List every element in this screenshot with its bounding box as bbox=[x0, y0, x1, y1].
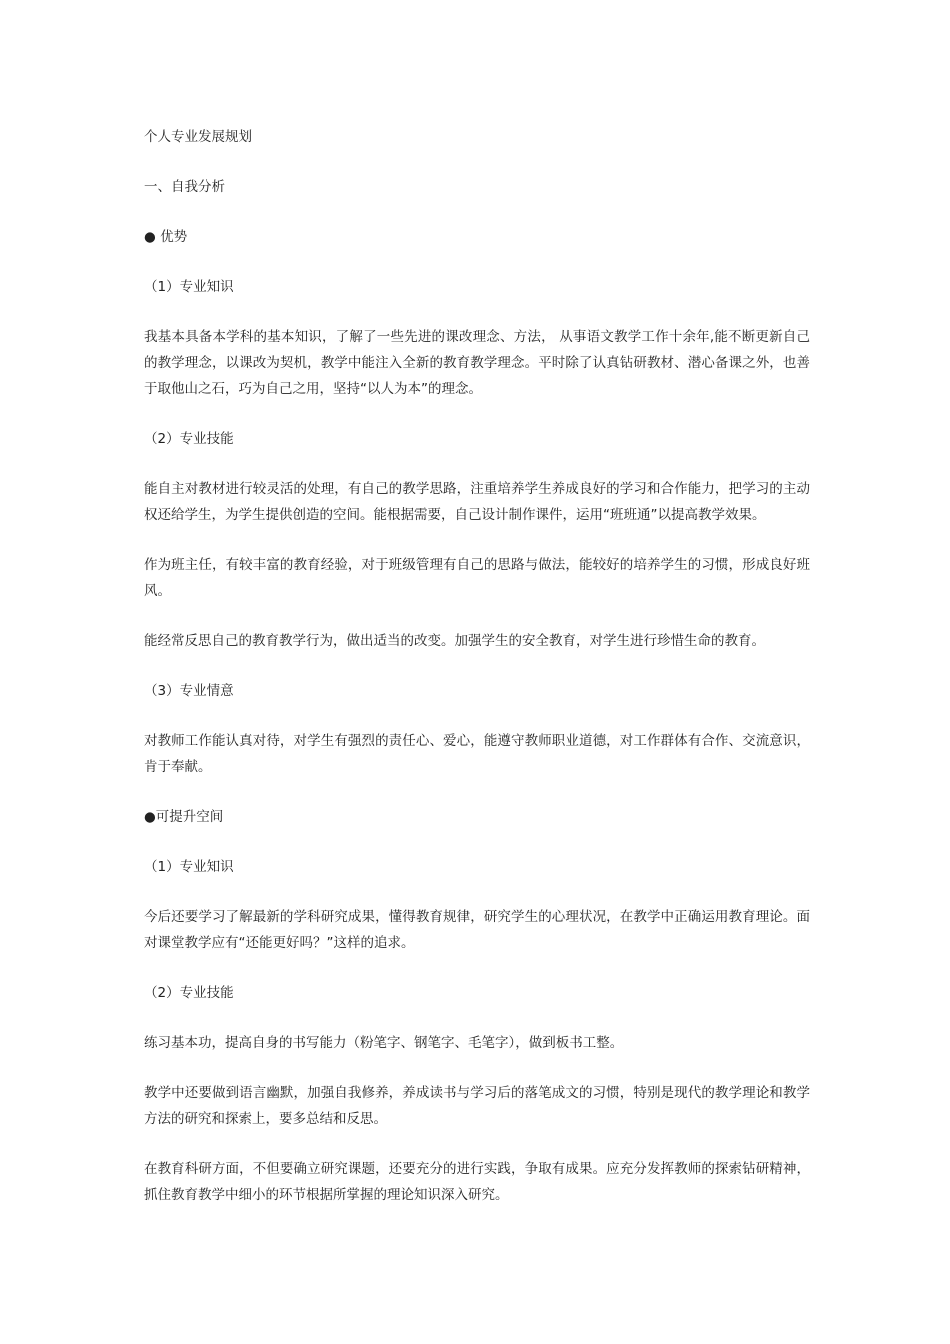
paragraph-emotion: 对教师工作能认真对待，对学生有强烈的责任心、爱心，能遵守教师职业道德，对工作群体有合作、交流意识，肯于奉献。 bbox=[144, 733, 810, 775]
paragraph-skills-1: 能自主对教材进行较灵活的处理，有自己的教学思路，注重培养学生养成良好的学习和合作能力，把学习的主动权还给学生，为学生提供创造的空间。能根据需要，自己设计制作课件，运用“班班通”以提高教学效果。 bbox=[144, 481, 810, 523]
subheading-strengths: ● 优势 bbox=[144, 229, 188, 245]
paragraph-skills-improve-3: 在教育科研方面，不但要确立研究课题，还要充分的进行实践，争取有成果。应充分发挥教师的探索钻研精神，抓住教育教学中细小的环节根据所掌握的理论知识深入研究。 bbox=[144, 1161, 810, 1203]
item-heading-skills: （2）专业技能 bbox=[144, 431, 234, 447]
item-heading-skills-improve: （2）专业技能 bbox=[144, 985, 234, 1001]
document-body bbox=[144, 124, 810, 1232]
paragraph-knowledge: 我基本具备本学科的基本知识，了解了一些先进的课改理念、方法， 从事语文教学工作十余年,能不断更新自己的教学理念，以课改为契机，教学中能注入全新的教育教学理念。平时除了认真钻研教材、潜心备课之外，也善于取他山之石，巧为自己之用，坚持“以人为本”的理念。 bbox=[144, 329, 810, 397]
item-heading-knowledge: （1）专业知识 bbox=[144, 279, 234, 295]
item-heading-emotion: （3）专业情意 bbox=[144, 683, 234, 699]
subheading-improvement: ●可提升空间 bbox=[144, 809, 224, 825]
paragraph-skills-improve-1: 练习基本功，提高自身的书写能力（粉笔字、钢笔字、毛笔字），做到板书工整。 bbox=[144, 1035, 624, 1051]
item-heading-knowledge-improve: （1）专业知识 bbox=[144, 859, 234, 875]
paragraph-knowledge-improve: 今后还要学习了解最新的学科研究成果，懂得教育规律，研究学生的心理状况，在教学中正确运用教育理论。面对课堂教学应有“还能更好吗？”这样的追求。 bbox=[144, 909, 810, 951]
paragraph-skills-improve-2: 教学中还要做到语言幽默，加强自我修养，养成读书与学习后的落笔成文的习惯，特别是现代的教学理论和教学方法的研究和探索上，要多总结和反思。 bbox=[144, 1085, 810, 1127]
document-title: 个人专业发展规划 bbox=[144, 129, 252, 145]
section-heading-self-analysis: 一、自我分析 bbox=[144, 179, 225, 195]
paragraph-skills-3: 能经常反思自己的教育教学行为，做出适当的改变。加强学生的安全教育，对学生进行珍惜生命的教育。 bbox=[144, 633, 765, 649]
paragraph-skills-2: 作为班主任，有较丰富的教育经验，对于班级管理有自己的思路与做法，能较好的培养学生的习惯，形成良好班风。 bbox=[144, 557, 810, 599]
